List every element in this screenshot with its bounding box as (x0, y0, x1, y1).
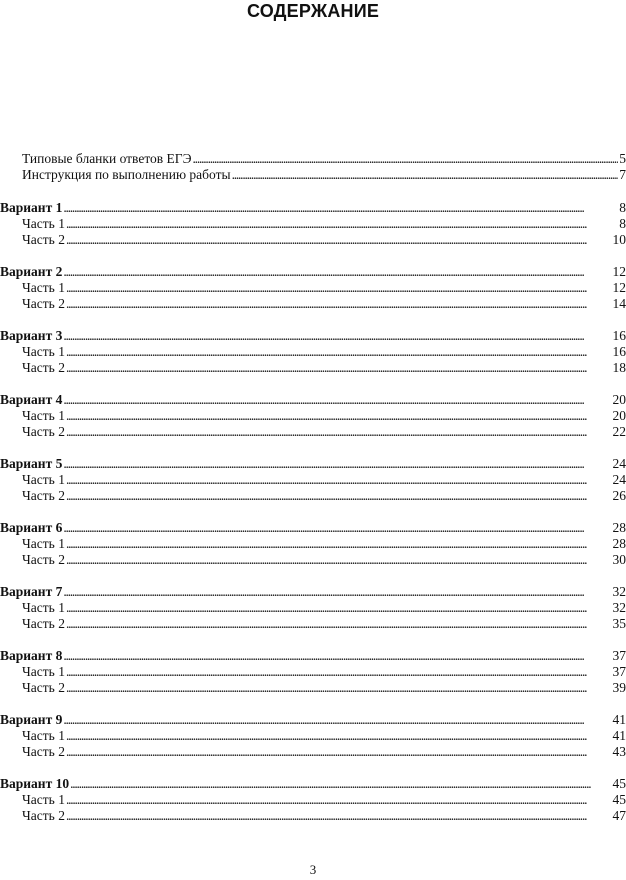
toc-entry-page: 41 (612, 712, 626, 727)
toc-entry-label: Вариант 7 (0, 584, 63, 599)
toc-entry-label: Часть 1 (22, 792, 65, 807)
toc-entry-page: 30 (612, 552, 626, 567)
page-number: 3 (309, 862, 317, 877)
toc-entry-page: 35 (612, 616, 626, 631)
toc-entry-part[interactable] (0, 344, 626, 360)
toc-entry-label: Часть 1 (22, 216, 65, 231)
toc-entry-label: Часть 1 (22, 472, 65, 487)
toc-entry-page: 24 (612, 472, 626, 487)
toc-leader-dots (193, 151, 619, 167)
toc-group-spacer (0, 760, 626, 776)
toc-entry-part[interactable] (0, 536, 626, 552)
toc-entry-page: 39 (612, 680, 626, 695)
toc-leader-dots (63, 392, 611, 408)
toc-entry-page: 8 (619, 216, 626, 231)
toc-entry-variant[interactable] (0, 648, 626, 664)
toc-entry-label: Часть 1 (22, 344, 65, 359)
toc-entry-part[interactable] (0, 728, 626, 744)
toc-leader-dots (63, 328, 611, 344)
toc-entry-label: Вариант 9 (0, 712, 63, 727)
toc-entry-page: 32 (612, 600, 626, 615)
toc-entry-label: Вариант 1 (0, 200, 63, 215)
toc-entry-label: Часть 2 (22, 744, 65, 759)
toc-leader-dots (63, 264, 611, 280)
toc-entry-label: Часть 2 (22, 360, 65, 375)
toc-entry-page: 37 (612, 664, 626, 679)
toc-entry-page: 20 (612, 408, 626, 423)
toc-leader-dots (66, 424, 612, 440)
toc-entry-page: 8 (619, 200, 626, 215)
toc-entry-page: 45 (612, 792, 626, 807)
toc-entry-label: Часть 1 (22, 664, 65, 679)
toc-entry-variant[interactable] (0, 456, 626, 472)
toc-leader-dots (63, 456, 611, 472)
toc-entry-page: 24 (612, 456, 626, 471)
toc-entry-page: 12 (612, 280, 626, 295)
toc-group-spacer (0, 568, 626, 584)
toc-entry-label: Часть 2 (22, 232, 65, 247)
toc-leader-dots (63, 712, 611, 728)
toc-entry-label: Вариант 3 (0, 328, 63, 343)
toc-entry-label: Часть 2 (22, 296, 65, 311)
toc-entry-page: 7 (619, 167, 626, 182)
toc-leader-dots (66, 600, 612, 616)
toc-leader-dots (66, 232, 612, 248)
toc-group-spacer (0, 376, 626, 392)
toc-leader-dots (66, 680, 612, 696)
toc-entry-variant[interactable] (0, 328, 626, 344)
toc-entry-page: 20 (612, 392, 626, 407)
toc-leader-dots (66, 280, 612, 296)
toc-leader-dots (66, 408, 612, 424)
toc-entry-label: Вариант 8 (0, 648, 63, 663)
toc-entry-page: 37 (612, 648, 626, 663)
toc-entry-label: Часть 2 (22, 808, 65, 823)
toc-entry-page: 26 (612, 488, 626, 503)
toc-leader-dots (66, 360, 612, 376)
toc-entry-label: Часть 2 (22, 680, 65, 695)
toc-leader-dots (66, 472, 612, 488)
toc-entry-variant[interactable] (0, 520, 626, 536)
toc-leader-dots (63, 648, 611, 664)
toc-entry-part[interactable] (0, 600, 626, 616)
toc-entry-instructions[interactable] (0, 167, 626, 183)
toc-entry-label: Вариант 5 (0, 456, 63, 471)
toc-entry-page: 10 (612, 232, 626, 247)
toc-entry-page: 16 (612, 328, 626, 343)
toc-entry-page: 43 (612, 744, 626, 759)
toc-entry-page: 47 (612, 808, 626, 823)
toc-leader-dots (66, 488, 612, 504)
toc-entry-page: 28 (612, 536, 626, 551)
toc-entry-label: Инструкция по выполнению работы (22, 167, 231, 182)
toc-entry-variant[interactable] (0, 584, 626, 600)
toc-entry-label: Часть 2 (22, 488, 65, 503)
toc-leader-dots (66, 344, 612, 360)
toc-entry-label: Вариант 4 (0, 392, 63, 407)
toc-entry-part[interactable] (0, 792, 626, 808)
toc-leader-dots (66, 216, 618, 232)
toc-leader-dots (66, 808, 612, 824)
toc-leader-dots (70, 776, 611, 792)
toc-entry-part[interactable] (0, 744, 626, 760)
table-of-contents (0, 151, 626, 824)
toc-leader-dots (66, 616, 612, 632)
toc-entry-page: 22 (612, 424, 626, 439)
toc-entry-part[interactable] (0, 296, 626, 312)
toc-entry-label: Типовые бланки ответов ЕГЭ (22, 151, 192, 166)
toc-leader-dots (66, 536, 612, 552)
toc-entry-page: 12 (612, 264, 626, 279)
toc-leader-dots (66, 792, 612, 808)
toc-entry-variant[interactable] (0, 712, 626, 728)
toc-entry-part[interactable] (0, 360, 626, 376)
toc-leader-dots (63, 584, 611, 600)
toc-entry-label: Часть 1 (22, 280, 65, 295)
toc-group-spacer (0, 504, 626, 520)
toc-entry-variant[interactable] (0, 264, 626, 280)
toc-entry-part[interactable] (0, 552, 626, 568)
toc-entry-part[interactable] (0, 216, 626, 232)
toc-entry-label: Часть 1 (22, 728, 65, 743)
toc-entry-part[interactable] (0, 808, 626, 824)
toc-entry-label: Часть 2 (22, 616, 65, 631)
toc-entry-page: 5 (619, 151, 626, 166)
toc-leader-dots (63, 520, 611, 536)
toc-leader-dots (66, 664, 612, 680)
toc-entry-part[interactable] (0, 280, 626, 296)
toc-entry-page: 28 (612, 520, 626, 535)
toc-group-spacer (0, 183, 626, 200)
toc-leader-dots (66, 552, 612, 568)
toc-leader-dots (232, 167, 619, 183)
toc-entry-label: Часть 1 (22, 408, 65, 423)
toc-group-spacer (0, 312, 626, 328)
toc-leader-dots (66, 296, 612, 312)
toc-group-spacer (0, 440, 626, 456)
toc-entry-part[interactable] (0, 680, 626, 696)
toc-entry-label: Вариант 10 (0, 776, 70, 791)
toc-entry-label: Вариант 2 (0, 264, 63, 279)
toc-entry-part[interactable] (0, 424, 626, 440)
toc-entry-page: 14 (612, 296, 626, 311)
toc-entry-label: Часть 1 (22, 536, 65, 551)
toc-entry-part[interactable] (0, 616, 626, 632)
toc-group-spacer (0, 248, 626, 264)
toc-entry-part[interactable] (0, 408, 626, 424)
toc-entry-part[interactable] (0, 232, 626, 248)
toc-entry-answer-forms[interactable] (0, 151, 626, 167)
toc-group-spacer (0, 696, 626, 712)
toc-entry-label: Часть 2 (22, 552, 65, 567)
toc-leader-dots (63, 200, 618, 216)
toc-entry-label: Часть 2 (22, 424, 65, 439)
toc-leader-dots (66, 728, 612, 744)
toc-entry-page: 41 (612, 728, 626, 743)
toc-entry-part[interactable] (0, 664, 626, 680)
toc-group-spacer (0, 632, 626, 648)
toc-entry-variant[interactable] (0, 776, 626, 792)
toc-entry-page: 45 (612, 776, 626, 791)
toc-entry-variant[interactable] (0, 200, 626, 216)
toc-leader-dots (66, 744, 612, 760)
toc-entry-page: 32 (612, 584, 626, 599)
toc-entry-label: Часть 1 (22, 600, 65, 615)
toc-entry-page: 18 (612, 360, 626, 375)
toc-entry-label: Вариант 6 (0, 520, 63, 535)
toc-entry-variant[interactable] (0, 392, 626, 408)
toc-entry-page: 16 (612, 344, 626, 359)
page-title: СОДЕРЖАНИЕ (246, 1, 380, 21)
toc-entry-part[interactable] (0, 488, 626, 504)
toc-entry-part[interactable] (0, 472, 626, 488)
